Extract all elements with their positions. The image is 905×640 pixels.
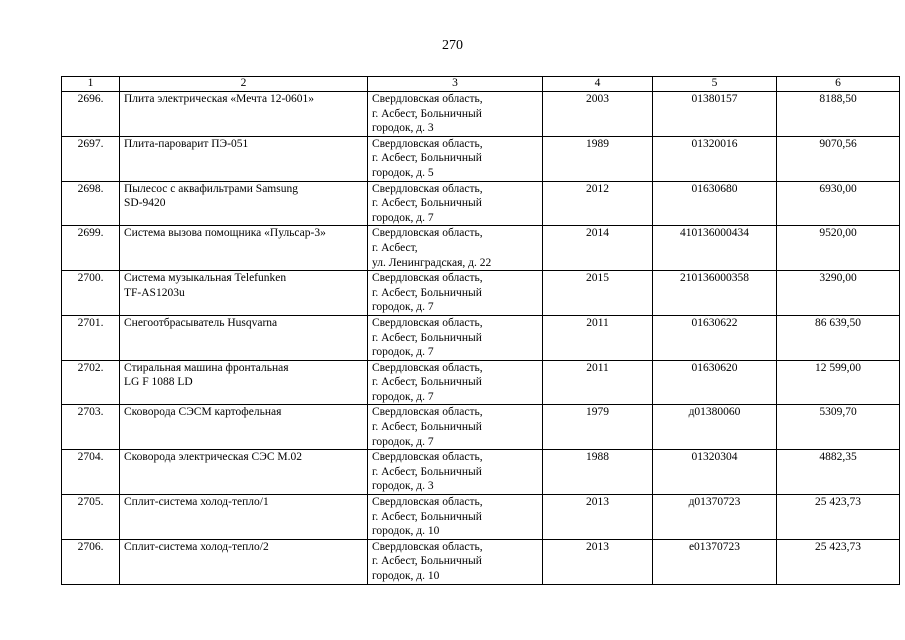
column-header-6: 6: [777, 77, 900, 92]
item-name-line: TF-AS1203u: [124, 286, 185, 299]
table-row: [62, 92, 900, 137]
table-row: [62, 226, 900, 271]
row-number-cell: 2700.: [62, 271, 120, 316]
cost-cell: 86 639,50: [777, 315, 900, 360]
year-cell: 2013: [543, 495, 653, 540]
property-registry-table: [61, 76, 900, 585]
item-name-cell: [120, 315, 368, 360]
address-line: Свердловская область,: [372, 227, 483, 240]
address-line: г. Асбест, Больничный: [372, 465, 482, 478]
address-line: городок, д. 7: [372, 435, 434, 448]
address-line: городок, д. 3: [372, 122, 434, 135]
item-name-line: Пылесос с аквафильтрами Samsung: [124, 182, 298, 195]
table-header: [62, 77, 900, 92]
address-line: г. Асбест, Больничный: [372, 152, 482, 165]
year-cell: 2011: [543, 315, 653, 360]
table-row: [62, 136, 900, 181]
address-cell: [368, 226, 543, 271]
inventory-number-cell: 410136000434: [653, 226, 777, 271]
inventory-number-cell: 01320016: [653, 136, 777, 181]
inventory-number-cell: 01380157: [653, 92, 777, 137]
year-cell: 2011: [543, 360, 653, 405]
year-cell: 1989: [543, 136, 653, 181]
inventory-number-cell: 01630622: [653, 315, 777, 360]
inventory-number-cell: 210136000358: [653, 271, 777, 316]
address-line: городок, д. 7: [372, 211, 434, 224]
table-row: [62, 405, 900, 450]
row-number-cell: 2701.: [62, 315, 120, 360]
column-header-1: 1: [62, 77, 120, 92]
table-row: [62, 181, 900, 226]
table-row: [62, 360, 900, 405]
address-line: г. Асбест, Больничный: [372, 376, 482, 389]
address-line: городок, д. 10: [372, 570, 440, 582]
item-name-cell: [120, 360, 368, 405]
year-cell: 2012: [543, 181, 653, 226]
item-name-line: Сплит-система холод-тепло/2: [124, 540, 269, 553]
row-number-cell: 2696.: [62, 92, 120, 137]
address-cell: [368, 360, 543, 405]
address-cell: [368, 271, 543, 316]
inventory-number-cell: 01320304: [653, 450, 777, 495]
item-name-line: Сковорода электрическая СЭС М.02: [124, 451, 302, 464]
year-cell: 1979: [543, 405, 653, 450]
cost-cell: 25 423,73: [777, 495, 900, 540]
header-row: [62, 77, 900, 92]
inventory-number-cell: д01380060: [653, 405, 777, 450]
address-cell: [368, 450, 543, 495]
address-line: городок, д. 5: [372, 166, 434, 179]
row-number-cell: 2697.: [62, 136, 120, 181]
cost-cell: 4882,35: [777, 450, 900, 495]
row-number-cell: 2703.: [62, 405, 120, 450]
cost-cell: 12 599,00: [777, 360, 900, 405]
column-header-3: 3: [368, 77, 543, 92]
address-line: Свердловская область,: [372, 496, 483, 509]
address-line: Свердловская область,: [372, 272, 483, 285]
row-number-cell: 2698.: [62, 181, 120, 226]
item-name-line: Плита электрическая «Мечта 12-0601»: [124, 93, 315, 105]
item-name-line: Сплит-система холод-тепло/1: [124, 496, 269, 509]
address-line: г. Асбест, Больничный: [372, 510, 482, 523]
item-name-cell: [120, 226, 368, 271]
inventory-number-cell: д01370723: [653, 495, 777, 540]
year-cell: 1988: [543, 450, 653, 495]
column-header-4: 4: [543, 77, 653, 92]
address-cell: [368, 495, 543, 540]
item-name-line: Сковорода СЭСМ картофельная: [124, 406, 282, 419]
cost-cell: 9070,56: [777, 136, 900, 181]
item-name-cell: [120, 271, 368, 316]
item-name-cell: [120, 450, 368, 495]
item-name-cell: [120, 539, 368, 584]
address-line: городок, д. 3: [372, 480, 434, 493]
address-line: городок, д. 7: [372, 390, 434, 403]
item-name-line: Плита-пароварит ПЭ-051: [124, 137, 249, 150]
item-name-line: LG F 1088 LD: [124, 376, 193, 389]
address-line: городок, д. 10: [372, 525, 440, 538]
address-line: Свердловская область,: [372, 451, 483, 464]
year-cell: 2015: [543, 271, 653, 316]
column-header-2: 2: [120, 77, 368, 92]
address-line: г. Асбест, Больничный: [372, 107, 482, 120]
year-cell: 2003: [543, 92, 653, 137]
address-cell: [368, 136, 543, 181]
address-line: Свердловская область,: [372, 93, 483, 105]
item-name-line: Стиральная машина фронтальная: [124, 361, 289, 374]
address-line: Свердловская область,: [372, 137, 483, 150]
table-body: [62, 92, 900, 585]
year-cell: 2014: [543, 226, 653, 271]
item-name-line: Система вызова помощника «Пульсар-3»: [124, 227, 326, 240]
row-number-cell: 2705.: [62, 495, 120, 540]
address-line: ул. Ленинградская, д. 22: [372, 256, 492, 269]
table-row: [62, 539, 900, 584]
cost-cell: 5309,70: [777, 405, 900, 450]
address-line: г. Асбест, Больничный: [372, 421, 482, 434]
address-line: Свердловская область,: [372, 182, 483, 195]
address-line: г. Асбест, Больничный: [372, 331, 482, 344]
address-line: г. Асбест, Больничный: [372, 555, 482, 568]
table-row: [62, 450, 900, 495]
item-name-cell: [120, 405, 368, 450]
inventory-number-cell: 01630620: [653, 360, 777, 405]
cost-cell: 25 423,73: [777, 539, 900, 584]
address-cell: [368, 539, 543, 584]
row-number-cell: 2699.: [62, 226, 120, 271]
cost-cell: 9520,00: [777, 226, 900, 271]
address-line: Свердловская область,: [372, 540, 483, 553]
row-number-cell: 2704.: [62, 450, 120, 495]
row-number-cell: 2702.: [62, 360, 120, 405]
cost-cell: 8188,50: [777, 92, 900, 137]
cost-cell: 6930,00: [777, 181, 900, 226]
inventory-number-cell: 01630680: [653, 181, 777, 226]
row-number-cell: 2706.: [62, 539, 120, 584]
item-name-line: Система музыкальная Telefunken: [124, 272, 287, 285]
address-line: г. Асбест,: [372, 241, 418, 254]
item-name-cell: [120, 495, 368, 540]
address-line: Свердловская область,: [372, 406, 483, 419]
address-cell: [368, 181, 543, 226]
address-line: г. Асбест, Больничный: [372, 197, 482, 210]
address-line: городок, д. 7: [372, 346, 434, 359]
table-row: [62, 495, 900, 540]
table-row: [62, 271, 900, 316]
item-name-cell: [120, 181, 368, 226]
address-line: г. Асбест, Больничный: [372, 286, 482, 299]
table-row: [62, 315, 900, 360]
page-number: 270: [442, 38, 463, 53]
year-cell: 2013: [543, 539, 653, 584]
column-header-5: 5: [653, 77, 777, 92]
address-cell: [368, 92, 543, 137]
address-line: Свердловская область,: [372, 316, 483, 329]
address-line: Свердловская область,: [372, 361, 483, 374]
address-line: городок, д. 7: [372, 301, 434, 314]
cost-cell: 3290,00: [777, 271, 900, 316]
item-name-line: SD-9420: [124, 197, 166, 210]
inventory-number-cell: е01370723: [653, 539, 777, 584]
item-name-line: Снегоотбрасыватель Husqvarna: [124, 316, 278, 329]
item-name-cell: [120, 92, 368, 137]
address-cell: [368, 315, 543, 360]
address-cell: [368, 405, 543, 450]
item-name-cell: [120, 136, 368, 181]
